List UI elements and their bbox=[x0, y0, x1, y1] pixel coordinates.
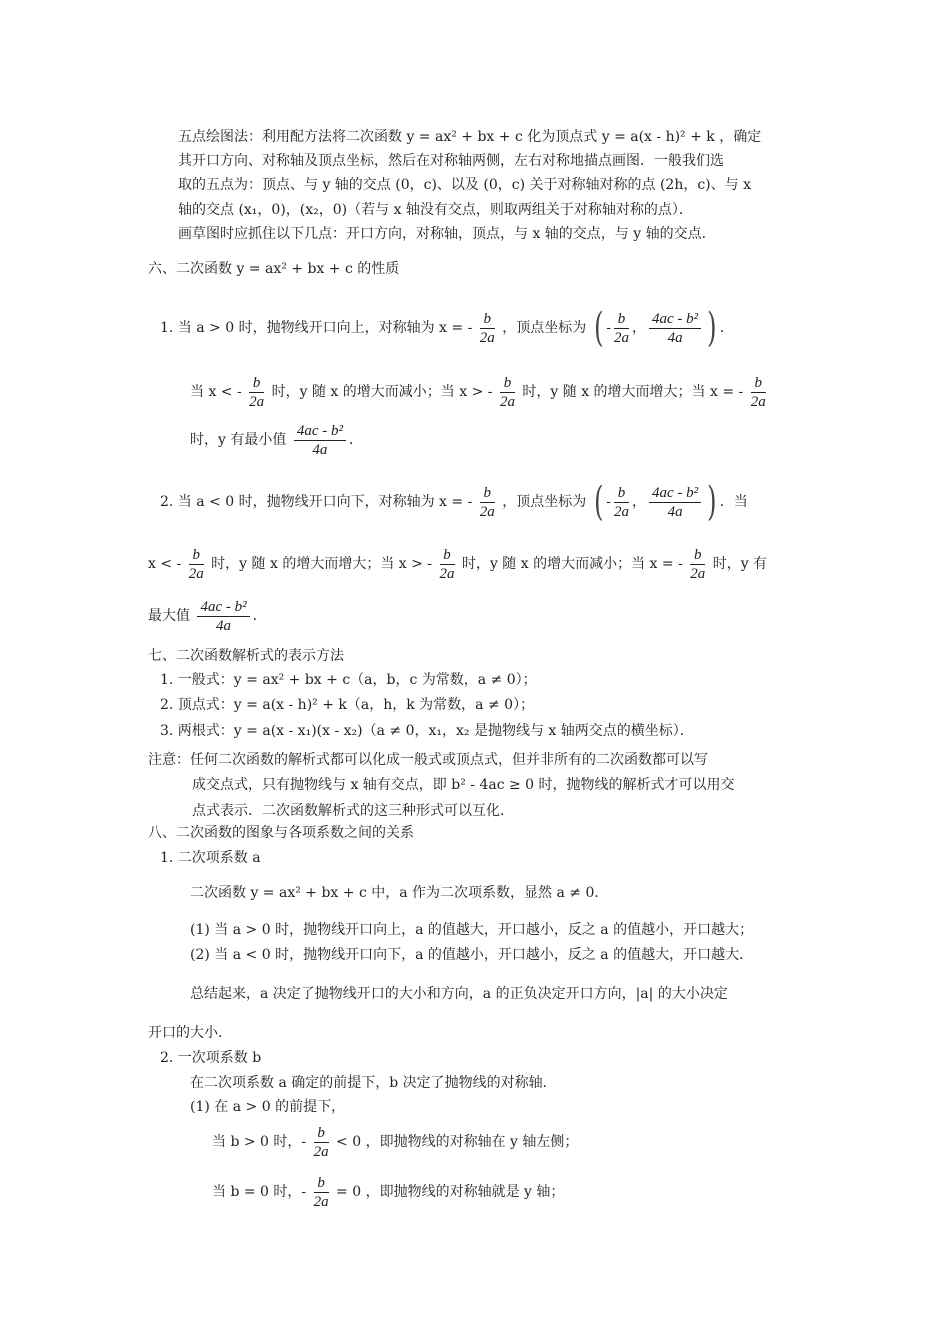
fraction-vertex-y: $\frac{\text{4ac - b²}}{4a}$ bbox=[649, 310, 701, 347]
section-8-title: 八、二次函数的图象与各项系数之间的关系 bbox=[148, 825, 414, 841]
s8-sub-1-item-2: (2) 当 a < 0 时，抛物线开口向下，a 的值越小，开口越小，反之 a 的值越大，开口越大． bbox=[190, 947, 754, 963]
fraction-b-over-2a: $\frac{b}{2a}$ bbox=[479, 310, 495, 346]
section-7-title: 七、二次函数解析式的表示方法 bbox=[148, 648, 344, 664]
s8-sub-2-case-b-positive: 当 b > 0 时，- $\frac{b}{2a}$ < 0 ，即抛物线的对称轴在 y 轴左侧； bbox=[212, 1124, 579, 1160]
s7-note-line-2: 成交点式，只有抛物线与 x 轴有交点，即 b² - 4ac ≥ 0 时，抛物线的解析式才可以用交 bbox=[192, 777, 735, 793]
s6-item-1-text-b: ，顶点坐标为 bbox=[502, 320, 587, 336]
s8-sub-1-summary-1: 总结起来，a 决定了抛物线开口的大小和方向，a 的正负决定开口方向，|a| 的大小决定 bbox=[190, 986, 728, 1002]
s6-item-1-line-1: 1. 当 a > 0 时，抛物线开口向上，对称轴为 x = - $\frac{b}{2a}$ ，顶点坐标为 ( - $\frac{b}{2a}$ ， $\frac{\text{4ac - b²}}{4a}$ ) ． bbox=[160, 305, 734, 351]
s6-item-2-line-3: 最大值 $\frac{\text{4ac - b²}}{4a}$ ． bbox=[148, 598, 267, 634]
fraction-b-over-2a: $\frac{b}{2a}$ bbox=[614, 310, 630, 346]
s8-sub-2-item-1: (1) 在 a > 0 的前提下， bbox=[190, 1099, 346, 1115]
s8-sub-2-case-b-zero: 当 b = 0 时，- $\frac{b}{2a}$ = 0 ，即抛物线的对称轴就是 y 轴； bbox=[212, 1174, 565, 1210]
s6-item-2-line-1: 2. 当 a < 0 时，抛物线开口向下，对称轴为 x = - $\frac{b}{2a}$ ，顶点坐标为 ( - $\frac{b}{2a}$ ， $\frac{\text{4ac - b²}}{4a}$ ) ．当 bbox=[160, 479, 748, 525]
s8-sub-1-title: 1. 二次项系数 a bbox=[160, 850, 261, 866]
s8-sub-1-item-1: (1) 当 a > 0 时，抛物线开口向上，a 的值越大，开口越小，反之 a 的值越小，开口越大； bbox=[190, 922, 754, 938]
s6-item-1-text-a: 1. 当 a > 0 时，抛物线开口向上，对称轴为 x = - bbox=[160, 320, 473, 336]
s7-note-line-3: 点式表示．二次函数解析式的这三种形式可以互化． bbox=[192, 803, 514, 819]
s8-sub-2-para: 在二次项系数 a 确定的前提下，b 决定了抛物线的对称轴． bbox=[190, 1075, 557, 1091]
section-6-title: 六、二次函数 y = ax² + bx + c 的性质 bbox=[148, 261, 400, 277]
s7-item-2: 2. 顶点式：y = a(x - h)² + k（a，h，k 为常数，a ≠ 0）； bbox=[160, 697, 535, 713]
s8-sub-1-summary-2: 开口的大小． bbox=[148, 1025, 232, 1041]
s7-item-1: 1. 一般式：y = ax² + bx + c（a，b，c 为常数，a ≠ 0）； bbox=[160, 672, 537, 688]
s7-note-line-1: 注意：任何二次函数的解析式都可以化成一般式或顶点式，但并非所有的二次函数都可以写 bbox=[148, 752, 708, 768]
s6-item-2-line-2: x < - $\frac{b}{2a}$ 时，y 随 x 的增大而增大；当 x > - $\frac{b}{2a}$ 时，y 随 x 的增大而减小；当 x = - $\frac{b}{2a}$ 时，y 有 bbox=[148, 546, 768, 582]
s8-sub-2-title: 2. 一次项系数 b bbox=[160, 1050, 262, 1066]
s6-item-1-line-2: 当 x < - $\frac{b}{2a}$ 时，y 随 x 的增大而减小；当 x > - $\frac{b}{2a}$ 时，y 随 x 的增大而增大；当 x = - $\frac{b}{2a}$ bbox=[190, 374, 766, 410]
intro-line-1: 五点绘图法：利用配方法将二次函数 y = ax² + bx + c 化为顶点式 y = a(x - h)² + k ，确定 bbox=[178, 129, 762, 145]
intro-line-3: 取的五点为：顶点、与 y 轴的交点 (0，c)、以及 (0，c) 关于对称轴对称的点 (2h，c)、与 x bbox=[178, 177, 751, 193]
s8-sub-1-para: 二次函数 y = ax² + bx + c 中，a 作为二次项系数，显然 a ≠ 0． bbox=[190, 885, 609, 901]
intro-line-4: 轴的交点 (x₁，0)，(x₂，0)（若与 x 轴没有交点，则取两组关于对称轴对称的点）． bbox=[178, 202, 693, 218]
intro-line-5: 画草图时应抓住以下几点：开口方向，对称轴，顶点，与 x 轴的交点，与 y 轴的交点． bbox=[178, 226, 716, 242]
intro-line-2: 其开口方向、对称轴及顶点坐标，然后在对称轴两侧，左右对称地描点画图．一般我们选 bbox=[178, 153, 724, 169]
s6-item-1-line-3: 时，y 有最小值 $\frac{\text{4ac - b²}}{4a}$ ． bbox=[190, 422, 363, 458]
s7-item-3: 3. 两根式：y = a(x - x₁)(x - x₂)（a ≠ 0，x₁，x₂ 是抛物线与 x 轴两交点的横坐标）． bbox=[160, 723, 694, 739]
